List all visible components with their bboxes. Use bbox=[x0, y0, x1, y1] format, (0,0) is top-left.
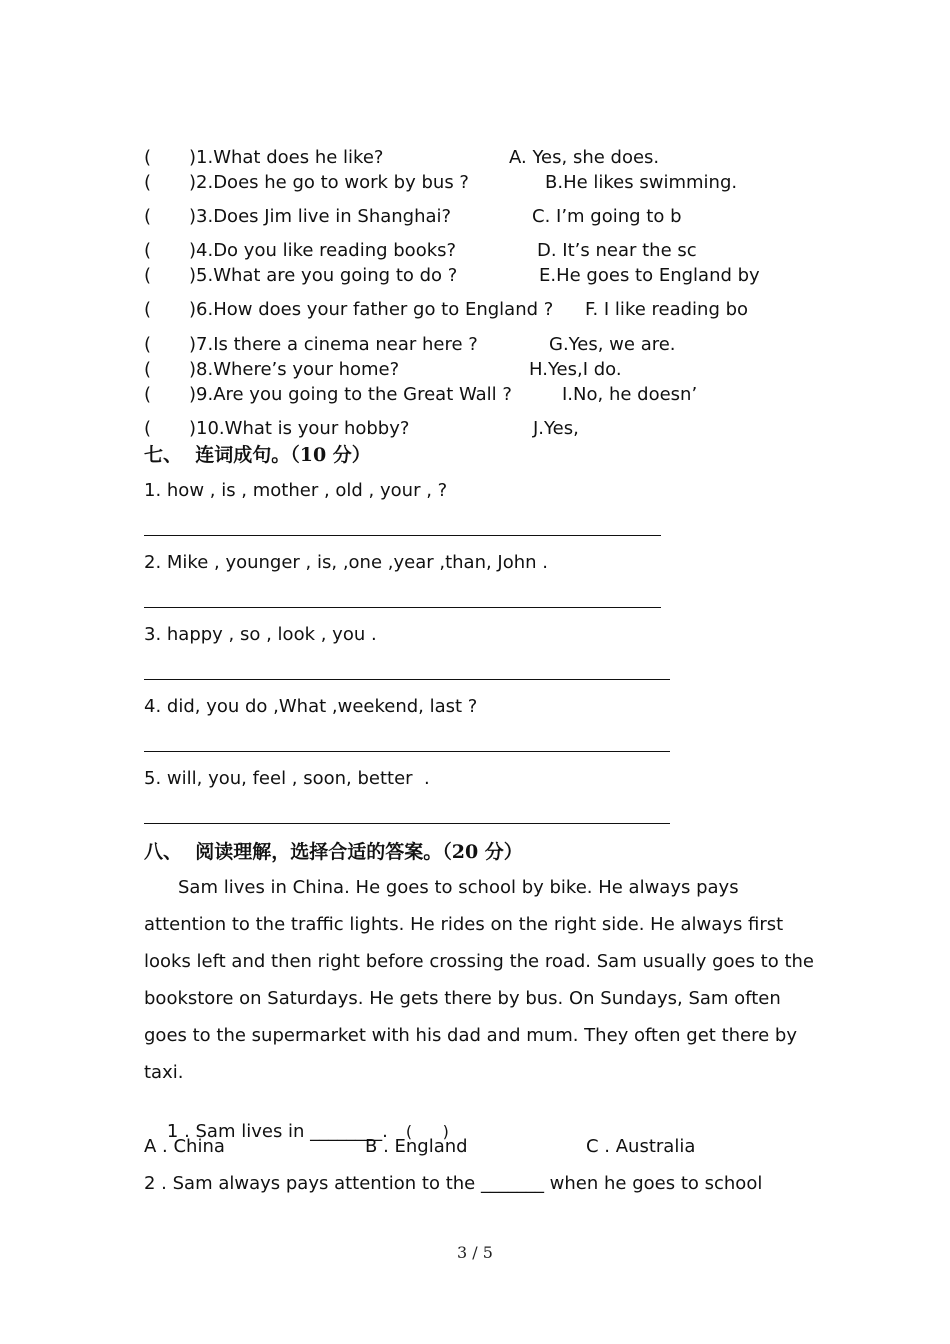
answer-paren-6[interactable]: ( bbox=[144, 299, 152, 320]
answer-paren-1[interactable]: ( bbox=[144, 147, 152, 168]
answer-paren-5[interactable]: ( bbox=[144, 265, 152, 286]
answer-line-3[interactable] bbox=[144, 679, 670, 680]
section-7-heading: 七、 连词成句。（10 分） bbox=[144, 444, 371, 466]
answer-line-4[interactable] bbox=[144, 751, 670, 752]
question-2: 2 . Sam always pays attention to the _______ when he goes to school bbox=[144, 1173, 763, 1194]
matching-question-2: )2.Does he go to work by bus ? bbox=[189, 172, 469, 193]
section-8-heading: 八、 阅读理解，选择合适的答案。（20 分） bbox=[144, 841, 523, 863]
answer-paren-8[interactable]: ( bbox=[144, 359, 152, 380]
answer-paren-10[interactable]: ( bbox=[144, 418, 152, 439]
passage-text: Sam lives in China. He goes to school by bike. He always pays attention to the traffic lights. He rides on the right side. He always first looks left and then right before crossing the road. Sam usually goes to the bookstore on Saturdays. He gets there by bus. On Sundays, Sam often goes to the supermarket with his dad and mum. They often get there by taxi. bbox=[144, 877, 815, 1083]
question-1-text: 1 . Sam lives in ________. bbox=[166, 1121, 388, 1142]
reading-passage bbox=[144, 869, 814, 1091]
reorder-item-2: 2. Mike , younger , is, ,one ,year ,than, John . bbox=[144, 552, 549, 573]
answer-line-1[interactable] bbox=[144, 535, 661, 536]
answer-paren-4[interactable]: ( bbox=[144, 240, 152, 261]
reorder-item-1: 1. how , is , mother , old , your , ? bbox=[144, 480, 448, 501]
matching-question-10: )10.What is your hobby? bbox=[189, 418, 410, 439]
matching-answer-10: J.Yes, bbox=[533, 418, 579, 439]
answer-paren-2[interactable]: ( bbox=[144, 172, 152, 193]
matching-question-1: )1.What does he like? bbox=[189, 147, 384, 168]
answer-line-5[interactable] bbox=[144, 823, 670, 824]
answer-paren-7[interactable]: ( bbox=[144, 334, 152, 355]
matching-answer-3: C. I’m going to b bbox=[532, 206, 682, 227]
page-number: 3 / 5 bbox=[457, 1243, 493, 1262]
reorder-item-3: 3. happy , so , look , you . bbox=[144, 624, 377, 645]
matching-question-3: )3.Does Jim live in Shanghai? bbox=[189, 206, 452, 227]
question-1-answer-paren[interactable]: ( ) bbox=[405, 1122, 449, 1141]
reorder-item-5: 5. will, you, feel , soon, better . bbox=[144, 768, 430, 789]
matching-answer-1: A. Yes, she does. bbox=[509, 147, 660, 168]
matching-question-7: )7.Is there a cinema near here ? bbox=[189, 334, 478, 355]
matching-answer-8: H.Yes,I do. bbox=[529, 359, 622, 380]
option-c[interactable]: C . Australia bbox=[586, 1136, 696, 1157]
matching-answer-4: D. It’s near the sc bbox=[537, 240, 697, 261]
matching-question-5: )5.What are you going to do ? bbox=[189, 265, 458, 286]
matching-answer-5: E.He goes to England by bbox=[539, 265, 760, 286]
answer-paren-9[interactable]: ( bbox=[144, 384, 152, 405]
matching-question-6: )6.How does your father go to England ? bbox=[189, 299, 554, 320]
answer-line-2[interactable] bbox=[144, 607, 661, 608]
option-a[interactable]: A . China bbox=[144, 1136, 225, 1157]
matching-question-8: )8.Where’s your home? bbox=[189, 359, 400, 380]
reorder-item-4: 4. did, you do ,What ,weekend, last ? bbox=[144, 696, 478, 717]
matching-answer-6: F. I like reading bo bbox=[585, 299, 749, 320]
matching-question-9: )9.Are you going to the Great Wall ? bbox=[189, 384, 512, 405]
matching-answer-9: I.No, he doesn’ bbox=[562, 384, 698, 405]
matching-answer-2: B.He likes swimming. bbox=[545, 172, 738, 193]
matching-question-4: )4.Do you like reading books? bbox=[189, 240, 457, 261]
matching-answer-7: G.Yes, we are. bbox=[549, 334, 676, 355]
option-b[interactable]: B . England bbox=[365, 1136, 468, 1157]
answer-paren-3[interactable]: ( bbox=[144, 206, 152, 227]
